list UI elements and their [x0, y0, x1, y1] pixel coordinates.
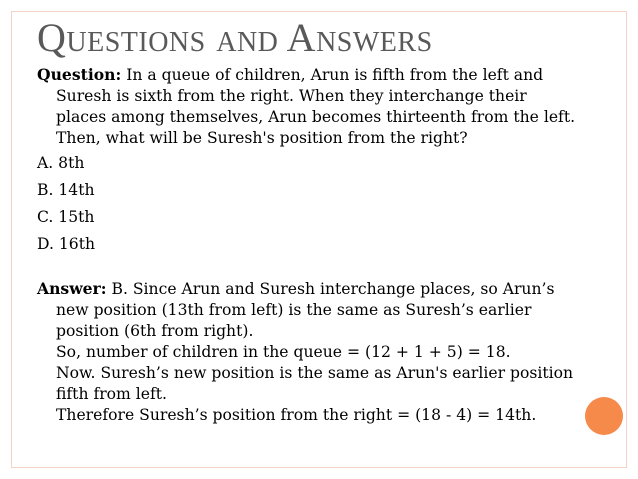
answer-block [37, 278, 597, 426]
answer-line-4: So, number of children in the queue = (12 + 1 + 5) = 18. [56, 343, 511, 361]
answer-label: Answer: [37, 279, 107, 298]
question-line-1: In a queue of children, Arun is fifth from the left and [121, 66, 544, 84]
options-list [37, 153, 597, 255]
answer-line-1: B. Since Arun and Suresh interchange places, so Arun’s [106, 280, 555, 298]
option-a: A. 8th [37, 154, 85, 172]
question-line-4: Then, what will be Suresh's position from the right? [56, 129, 468, 147]
option-c: C. 15th [37, 208, 95, 226]
question-label: Question: [37, 65, 122, 84]
question-line-2: Suresh is sixth from the right. When they interchange their [56, 87, 527, 105]
answer-line-7: Therefore Suresh’s position from the right = (18 - 4) = 14th. [56, 406, 537, 424]
question-block [37, 64, 597, 149]
answer-line-6: fifth from left. [56, 385, 168, 403]
option-b: B. 14th [37, 181, 95, 199]
answer-line-2: new position (13th from left) is the same as Suresh’s earlier [56, 301, 532, 319]
answer-line-5: Now. Suresh’s new position is the same as Arun's earlier position [56, 364, 574, 382]
answer-line-3: position (6th from right). [56, 322, 254, 340]
slide-content [37, 64, 597, 426]
option-d: D. 16th [37, 235, 96, 253]
question-line-3: places among themselves, Arun becomes thirteenth from the left. [56, 108, 576, 126]
slide-title: Questions and Answers [37, 15, 433, 60]
